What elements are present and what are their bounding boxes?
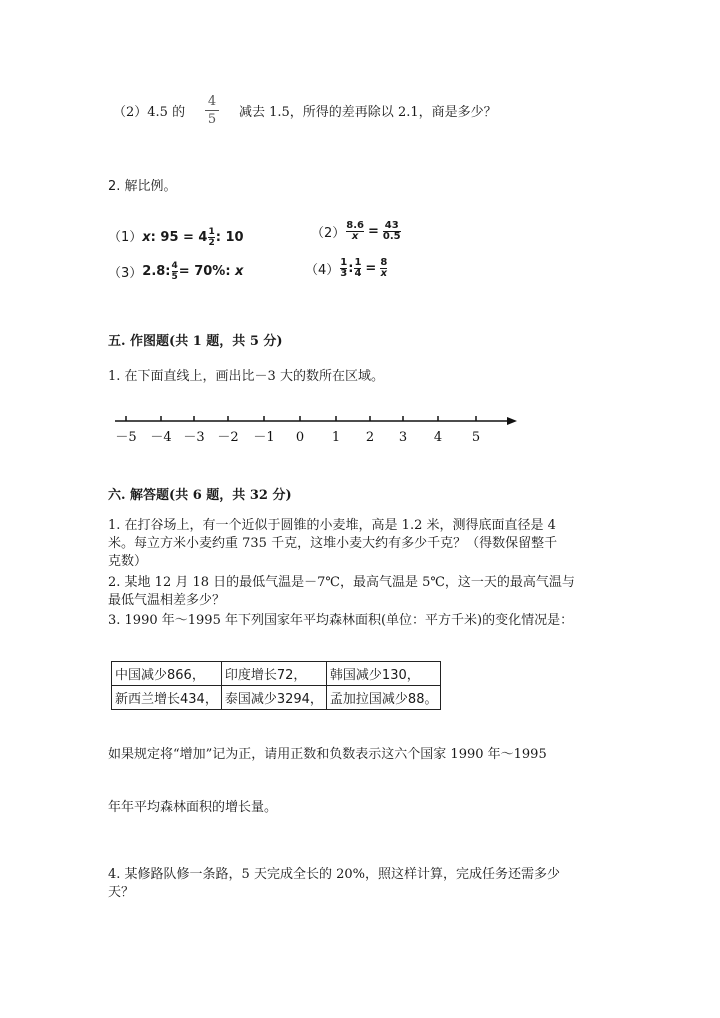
fraction-denominator: 5	[207, 112, 217, 127]
number-line-label: －2	[217, 430, 239, 445]
section6-q1-line2: 米。每立方米小麦约重 735 千克，这堆小麦大约有多少千克？（得数保留整千	[108, 536, 558, 551]
table-cell: 新西兰增长434，	[112, 686, 222, 710]
item-label: （3）	[108, 266, 143, 281]
ratio-section-title: 2. 解比例。	[108, 179, 177, 194]
ratio-item-1	[108, 226, 244, 248]
item-label: （4）	[305, 263, 340, 278]
fraction-8.6-over-x: $\frac{8.6}{x}$	[346, 220, 364, 242]
section6-q3-line: 3. 1990 年～1995 年下列国家年平均森林面积(单位：平方千米)的变化情况是：	[108, 613, 574, 628]
fraction-43-over-0.5: $\frac{43}{0.5}$	[382, 220, 401, 242]
ratio-item-4	[305, 258, 388, 279]
fraction-numerator: 4	[207, 94, 217, 109]
colon: :	[348, 261, 354, 276]
number-line-label: －5	[115, 430, 137, 445]
fraction-half: $\frac{1}{2}$	[208, 227, 215, 248]
fraction-four-fifths-b: $\frac{4}{5}$	[171, 261, 178, 282]
section5-question-1: 1. 在下面直线上，画出比－3 大的数所在区域。	[108, 369, 384, 384]
fraction-one-quarter: $\frac{1}{4}$	[354, 257, 362, 279]
expr-text: : 10	[215, 230, 244, 245]
variable-x: x	[142, 230, 151, 245]
number-line-label: －1	[253, 430, 275, 445]
fraction-8-over-x: $\frac{8}{x}$	[380, 257, 388, 279]
item-label: （2）	[311, 226, 346, 241]
section6-q1-line3: 克数）	[108, 554, 148, 569]
table-cell: 中国减少866，	[112, 662, 222, 686]
equals-sign: =	[365, 261, 377, 276]
number-line-label: 3	[398, 430, 408, 445]
number-line-label: 1	[331, 430, 341, 445]
ratio-item-2	[311, 221, 402, 242]
table-cell: 韩国减少130，	[326, 662, 441, 686]
section6-q2-line1: 2. 某地 12 月 18 日的最低气温是－7℃，最高气温是 5℃，这一天的最高气温与	[108, 575, 575, 590]
ratio-item-3	[108, 261, 243, 282]
fraction-one-third: $\frac{1}{3}$	[340, 257, 348, 279]
table-cell: 孟加拉国减少88。	[326, 686, 441, 710]
table-row	[112, 686, 441, 710]
number-line	[110, 408, 530, 448]
variable-x: x	[235, 264, 244, 279]
table-row	[112, 662, 441, 686]
section6-q4-line2: 天？	[108, 885, 135, 900]
section6-heading: 六. 解答题(共 6 题，共 32 分)	[108, 488, 292, 503]
fraction-four-fifths	[205, 94, 219, 127]
section6-q2-line2: 最低气温相差多少？	[108, 593, 226, 608]
forest-change-table	[111, 661, 441, 710]
table-cell: 印度增长72，	[221, 662, 326, 686]
number-line-arrow	[507, 417, 517, 425]
question-prefix: （2）4.5 的	[113, 105, 186, 120]
number-line-label: －4	[150, 430, 172, 445]
equals-sign: =	[368, 224, 379, 239]
section6-q1-line1: 1. 在打谷场上，有一个近似于圆锥的小麦堆，高是 1.2 米，测得底面直径是 4	[108, 518, 556, 533]
table-cell: 泰国减少3294，	[221, 686, 326, 710]
item-label: （1）	[108, 230, 143, 245]
section6-q3-after-line2: 年年平均森林面积的增长量。	[108, 800, 278, 815]
section6-q3-after-line1: 如果规定将“增加”记为正，请用正数和负数表示这六个国家 1990 年～1995	[108, 747, 547, 762]
number-line-label: －3	[183, 430, 205, 445]
number-line-label: 0	[295, 430, 305, 445]
number-line-label: 4	[433, 430, 443, 445]
number-line-label: 2	[365, 430, 375, 445]
expr-text: = 70%:	[178, 264, 236, 279]
section5-heading: 五. 作图题(共 1 题，共 5 分)	[108, 334, 283, 349]
question-suffix: 减去 1.5，所得的差再除以 2.1，商是多少？	[239, 105, 497, 120]
number-line-label: 5	[471, 430, 481, 445]
expr-text: 2.8:	[142, 264, 171, 279]
expr-text: : 95 = 4	[150, 230, 208, 245]
section6-q4-line1: 4. 某修路队修一条路，5 天完成全长的 20%，照这样计算，完成任务还需多少	[108, 867, 560, 882]
